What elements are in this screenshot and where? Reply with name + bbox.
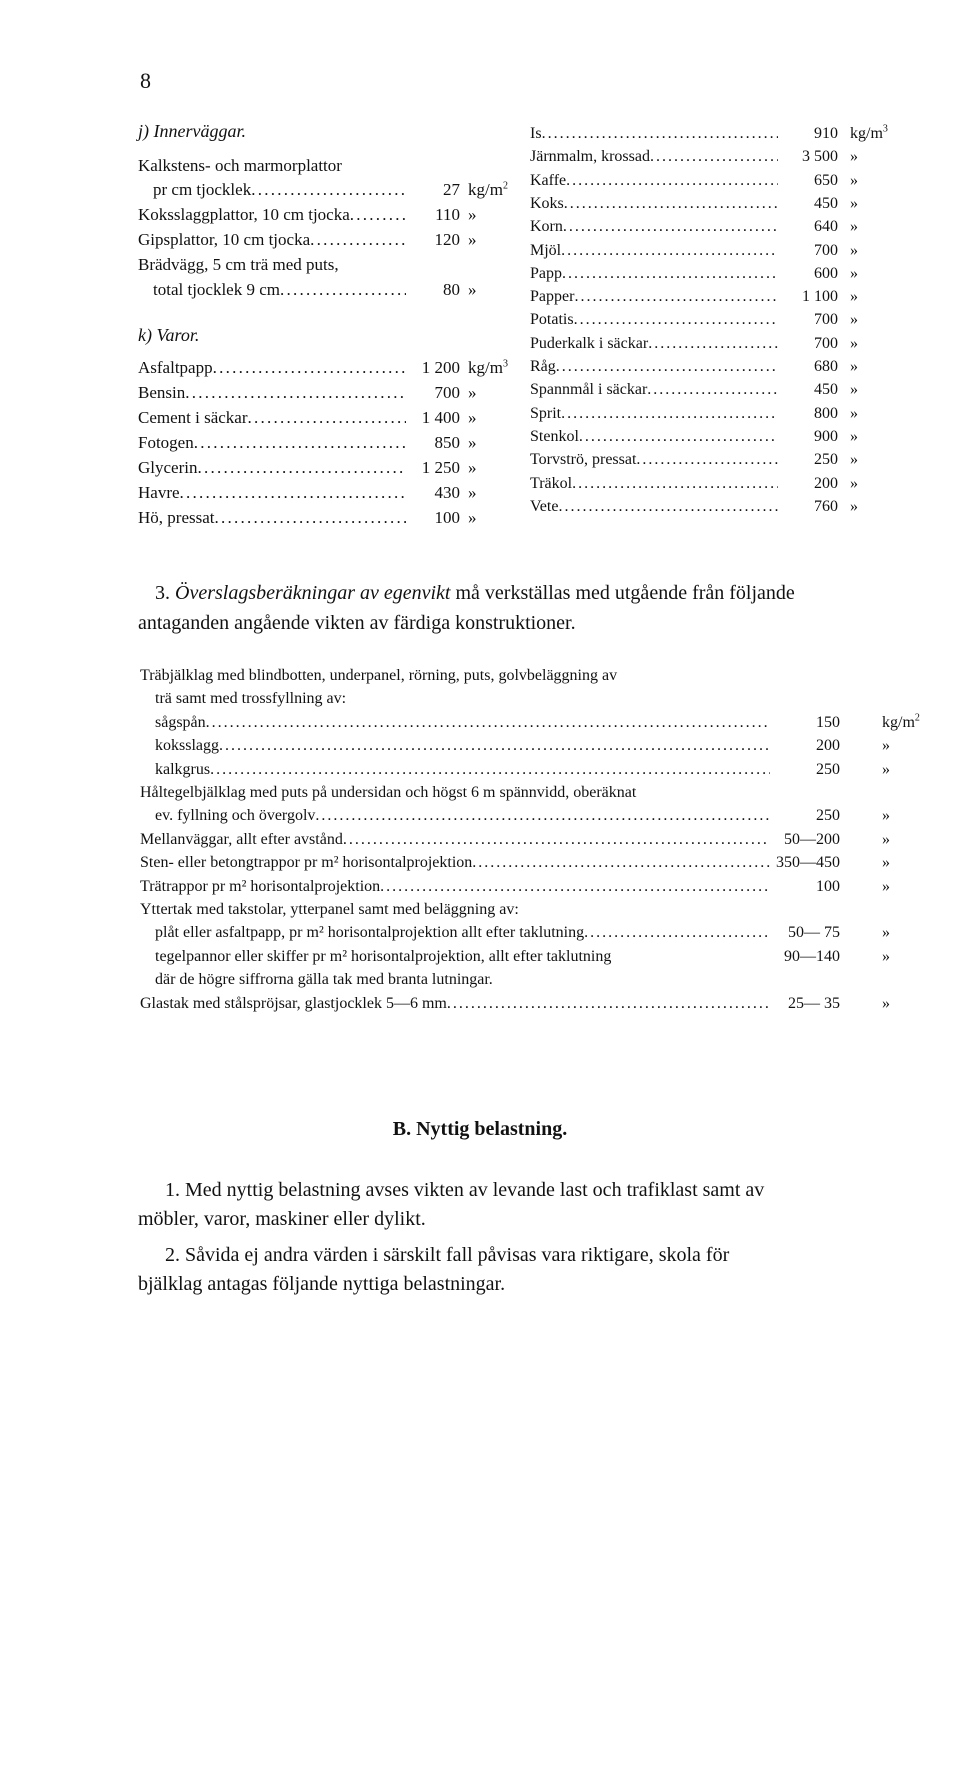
row-value: 1 200 xyxy=(421,358,460,377)
row-unit: » xyxy=(468,458,477,477)
row-unit: » xyxy=(850,474,858,492)
row-unit: » xyxy=(850,334,858,352)
row-value: 3 500 xyxy=(802,148,838,166)
row-label: Potatis xyxy=(530,311,574,329)
row-value: 800 xyxy=(814,404,838,422)
row-unit: » xyxy=(850,148,858,166)
row-unit: » xyxy=(882,994,890,1012)
row-unit: » xyxy=(850,194,858,212)
row-label: Koks xyxy=(530,194,564,212)
row-value: 27 xyxy=(443,180,460,199)
row-value: 250 xyxy=(814,451,838,469)
paragraph-2-line-1: 2. Såvida ej andra värden i särskilt fall påvisas vara riktigare, skola för xyxy=(165,1244,730,1266)
row-label: Brädvägg, 5 cm trä med puts, xyxy=(138,255,339,274)
row-label: Kalkstens- och marmorplattor xyxy=(138,156,342,175)
row-label: Papper xyxy=(530,288,575,306)
row-value: 110 xyxy=(435,205,460,224)
row-unit: » xyxy=(850,427,858,445)
row-label: Havre xyxy=(138,483,180,502)
row-value: 700 xyxy=(814,334,838,352)
row-label: Asfaltpapp xyxy=(138,358,213,377)
row-value: 450 xyxy=(814,381,838,399)
row-value: 850 xyxy=(434,433,460,452)
row-unit: » xyxy=(882,877,890,895)
row-unit: » xyxy=(468,483,477,502)
row-label: Spannmål i säckar xyxy=(530,381,648,399)
row-label: ev. fyllning och övergolv xyxy=(155,807,316,825)
row-value: 250 xyxy=(816,760,840,778)
dot-leader xyxy=(380,875,770,898)
row-value: 450 xyxy=(814,194,838,212)
row-label: Håltegelbjälklag med puts på undersidan och högst 6 m spännvidd, oberäknat xyxy=(140,784,637,801)
row-unit: » xyxy=(850,311,858,329)
row-value: 250 xyxy=(816,807,840,825)
row-label: Korn xyxy=(530,218,563,236)
row-value: 900 xyxy=(814,427,838,445)
row-label: sågspån xyxy=(155,713,206,731)
row-label: Vete xyxy=(530,497,559,515)
section-j-heading: j) Innerväggar. xyxy=(138,121,246,141)
row-value: 1 100 xyxy=(802,288,838,306)
dot-leader xyxy=(206,711,770,734)
row-value: 650 xyxy=(814,171,838,189)
row-label: Gipsplattor, 10 cm tjocka xyxy=(138,230,311,249)
row-unit: » xyxy=(468,508,477,527)
row-unit: » xyxy=(850,358,858,375)
row-label: Stenkol xyxy=(530,427,579,445)
row-value: 120 xyxy=(434,230,460,249)
row-unit: $kg/m^3$ xyxy=(850,123,888,142)
row-value: 910 xyxy=(814,125,838,142)
row-label: Papp xyxy=(530,264,562,282)
row-unit: $kg/m^2$ xyxy=(882,712,920,731)
row-value: 700 xyxy=(434,383,460,402)
row-unit: » xyxy=(850,451,858,469)
row-unit: » xyxy=(882,737,890,755)
section-3-title: Överslagsberäkningar av egenvikt xyxy=(175,582,451,604)
row-unit: » xyxy=(882,947,890,965)
row-value: 50—200 xyxy=(784,830,840,848)
row-label: Trätrappor pr m² horisontalprojektion xyxy=(140,877,381,895)
row-unit: » xyxy=(850,404,858,422)
paragraph-1-line-2: möbler, varor, maskiner eller dylikt. xyxy=(138,1208,426,1230)
row-label: Träbjälklag med blindbotten, underpanel, rörning, puts, golvbeläggning av xyxy=(140,667,618,684)
row-unit: $kg/m^2$ xyxy=(468,180,508,199)
section-k-heading: k) Varor. xyxy=(138,325,200,345)
row-value: 700 xyxy=(814,311,838,329)
row-label: Yttertak med takstolar, ytterpanel samt med beläggning av: xyxy=(140,901,519,918)
row-value: 200 xyxy=(814,474,838,492)
page-number: 8 xyxy=(140,68,151,93)
row-unit: » xyxy=(850,218,858,236)
section-3-line-1 xyxy=(155,578,795,609)
row-label: Bensin xyxy=(138,383,186,402)
row-value: 350—450 xyxy=(776,854,840,872)
row-label: Torvströ, pressat xyxy=(530,451,637,469)
row-unit: » xyxy=(468,433,477,452)
row-unit: » xyxy=(850,288,858,306)
row-value: 1 250 xyxy=(421,458,460,477)
row-label: Glastak med stålspröjsar, glastjocklek 5—6 mm xyxy=(140,994,447,1012)
row-value: 100 xyxy=(434,508,460,527)
row-label: Sprit xyxy=(530,404,562,422)
row-value: 150 xyxy=(816,713,840,731)
row-unit: » xyxy=(882,924,890,942)
row-unit: » xyxy=(882,760,890,778)
row-label: Fotogen xyxy=(138,433,194,452)
section-b-heading: B. Nyttig belastning. xyxy=(392,1118,568,1140)
row-label: Cement i säckar xyxy=(138,408,248,427)
row-label: Puderkalk i säckar xyxy=(530,334,649,352)
row-value: 760 xyxy=(814,497,838,515)
row-label: Mjöl xyxy=(530,241,562,259)
row-value: 100 xyxy=(816,877,840,895)
row-unit: » xyxy=(468,383,477,402)
dot-leader xyxy=(315,804,770,827)
row-value: 200 xyxy=(816,737,840,755)
row-value: 640 xyxy=(814,218,838,236)
row-value: 700 xyxy=(814,241,838,259)
section-3-number: 3. xyxy=(155,582,175,604)
row-unit: » xyxy=(468,408,477,427)
row-label: Glycerin xyxy=(138,458,198,477)
row-label: Kaffe xyxy=(530,171,567,189)
row-value: 1 400 xyxy=(421,408,460,427)
section-3-text: må verkställas med utgående från följande xyxy=(450,582,795,604)
dot-leader xyxy=(210,758,770,781)
row-label: kalkgrus xyxy=(155,760,211,778)
row-label: tegelpannor eller skiffer pr m² horisontalprojektion, allt efter taklutning xyxy=(155,947,612,965)
row-unit: » xyxy=(468,280,477,299)
row-unit: » xyxy=(468,205,477,224)
row-label: Koksslaggplattor, 10 cm tjocka xyxy=(138,205,350,224)
row-label: koksslagg xyxy=(155,737,219,755)
row-value: 680 xyxy=(814,358,838,375)
section-3-line-2: antaganden angående vikten av färdiga konstruktioner. xyxy=(138,612,576,634)
row-label: Träkol xyxy=(530,474,573,492)
row-label: plåt eller asfaltpapp, pr m² horisontalprojektion allt efter taklutning xyxy=(155,924,585,942)
row-label: där de högre siffrorna gälla tak med branta lutningar. xyxy=(155,971,493,989)
row-value: 25— 35 xyxy=(788,994,840,1012)
row-value: 50— 75 xyxy=(788,924,840,942)
dot-leader xyxy=(343,828,770,851)
row-value: 600 xyxy=(814,264,838,282)
row-unit: » xyxy=(882,830,890,848)
row-label: Is xyxy=(530,125,542,142)
row-unit: » xyxy=(882,854,890,872)
row-unit: » xyxy=(468,230,477,249)
row-value: 430 xyxy=(434,483,460,502)
row-unit: » xyxy=(850,241,858,259)
row-unit: » xyxy=(850,264,858,282)
row-label: Sten- eller betongtrappor pr m² horisontalprojektion xyxy=(140,854,473,872)
row-label: Järnmalm, krossad xyxy=(530,148,650,166)
paragraph-1-line-1: 1. Med nyttig belastning avses vikten av levande last och trafiklast samt av xyxy=(165,1179,765,1201)
row-label: Mellanväggar, allt efter avstånd xyxy=(140,830,343,848)
paragraph-2-line-2: bjälklag antagas följande nyttiga belastningar. xyxy=(138,1273,506,1295)
dot-leader xyxy=(219,734,770,757)
row-label: pr cm tjocklek xyxy=(153,180,252,199)
row-unit: » xyxy=(850,381,858,399)
row-label: Hö, pressat xyxy=(138,508,215,527)
row-label: Råg xyxy=(530,358,556,375)
row-unit: » xyxy=(850,171,858,189)
row-unit: » xyxy=(882,807,890,825)
row-value: 90—140 xyxy=(784,947,840,965)
row-unit: » xyxy=(850,497,858,515)
row-unit: $kg/m^3$ xyxy=(468,358,508,377)
row-label: trä samt med trossfyllning av: xyxy=(155,690,347,708)
row-label: total tjocklek 9 cm xyxy=(153,280,280,299)
row-value: 80 xyxy=(443,280,460,299)
